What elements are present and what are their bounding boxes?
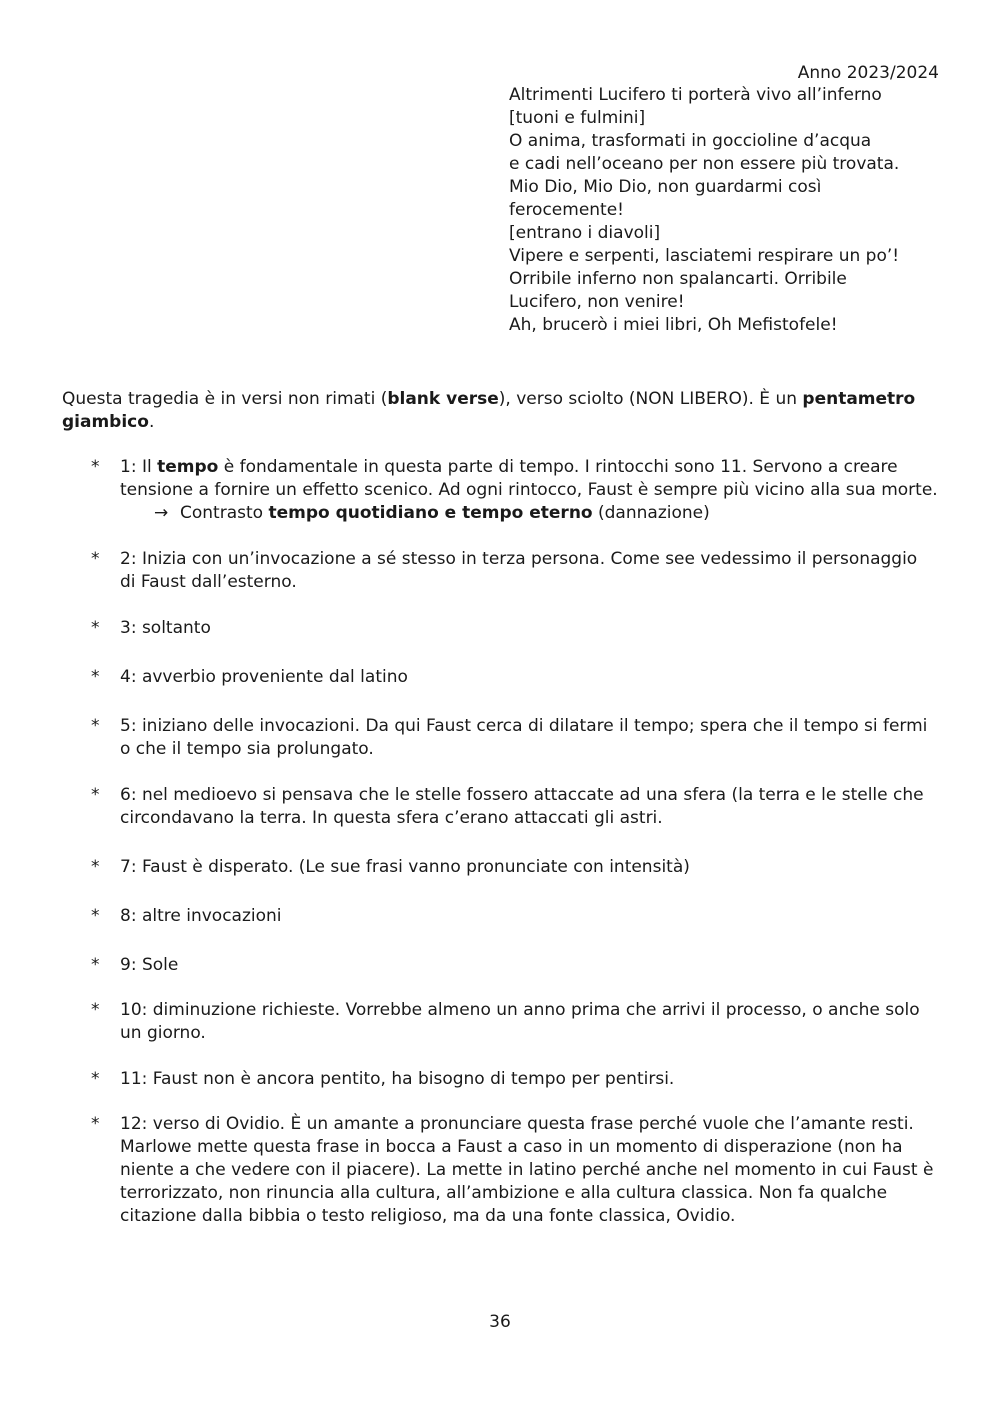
note-text — [120, 456, 938, 502]
bullet-marker: * — [91, 457, 100, 477]
poem-line: Altrimenti Lucifero ti porterà vivo all’inferno — [509, 85, 882, 105]
poem-line: Orribile inferno non spalancarti. Orribile — [509, 269, 847, 289]
bullet-marker: * — [91, 618, 100, 638]
intro-text: ), verso sciolto (NON LIBERO). È un — [498, 389, 803, 409]
bullet-marker: * — [91, 785, 100, 805]
note-text: 4: avverbio proveniente dal latino — [120, 667, 408, 687]
note-item — [62, 715, 938, 761]
poem-line: e cadi nell’oceano per non essere più trovata. — [509, 154, 900, 174]
poem-line: Ah, brucerò i miei libri, Oh Mefistofele! — [509, 315, 838, 335]
poem-line: [tuoni e fulmini] — [509, 108, 646, 128]
note-text: 8: altre invocazioni — [120, 906, 282, 926]
subpoint-text: (dannazione) — [592, 503, 710, 523]
note-text-part: è fondamentale in questa parte di tempo. I rintocchi sono 11. Servono a creare tensione a fornire un effetto scenico. Ad ogni rintocco, Faust è sempre più vicino alla sua morte. — [120, 457, 938, 500]
intro-text: . — [148, 412, 155, 432]
note-item — [62, 1068, 938, 1091]
note-bold-term: tempo — [157, 457, 219, 477]
poem-line: Lucifero, non venire! — [509, 292, 685, 312]
poem-line: Mio Dio, Mio Dio, non guardarmi così — [509, 177, 822, 197]
note-text: 2: Inizia con un’invocazione a sé stesso in terza persona. Come see vedessimo il personaggio di Faust dall’esterno. — [120, 549, 918, 592]
note-text: 9: Sole — [120, 955, 179, 975]
bullet-marker: * — [91, 1000, 100, 1020]
poem-line: O anima, trasformati in goccioline d’acqua — [509, 131, 872, 151]
note-item — [62, 456, 938, 525]
intro-paragraph — [62, 388, 932, 434]
note-item — [62, 954, 938, 977]
note-item — [62, 999, 938, 1045]
bullet-marker: * — [91, 549, 100, 569]
bullet-marker: * — [91, 716, 100, 736]
note-item — [62, 617, 938, 640]
note-item — [62, 1113, 938, 1228]
note-text: 10: diminuzione richieste. Vorrebbe almeno un anno prima che arrivi il processo, o anche solo un giorno. — [120, 1000, 920, 1043]
arrow-icon: → — [154, 503, 169, 523]
note-item — [62, 905, 938, 928]
poem-block — [509, 84, 949, 337]
note-text: 12: verso di Ovidio. È un amante a pronunciare questa frase perché vuole che l’amante resti. Marlowe mette questa frase in bocca a Faust a caso in un momento di disperazione (non ha niente a che vedere con il piacere). La mette in latino perché anche nel momento in cui Faust è terrorizzato, non rinuncia alla cultura, all’ambizione e alla cultura classica. Non fa qualche citazione dalla bibbia o testo religioso, ma da una fonte classica, Ovidio. — [120, 1114, 934, 1226]
intro-text: Questa tragedia è in versi non rimati ( — [62, 389, 388, 409]
page-number: 36 — [489, 1312, 511, 1332]
intro-bold-term: pentametro giambico — [62, 389, 916, 432]
bullet-marker: * — [91, 955, 100, 975]
subpoint-text: Contrasto — [180, 503, 269, 523]
note-subpoint — [154, 502, 938, 525]
note-item — [62, 548, 938, 594]
poem-line: Vipere e serpenti, lasciatemi respirare un po’! — [509, 246, 900, 266]
notes-list — [62, 456, 938, 1228]
bullet-marker: * — [91, 1114, 100, 1134]
note-item — [62, 784, 938, 830]
note-item — [62, 856, 938, 879]
header-year: Anno 2023/2024 — [797, 63, 939, 83]
note-text: 5: iniziano delle invocazioni. Da qui Faust cerca di dilatare il tempo; spera che il tempo si fermi o che il tempo sia prolungato. — [120, 716, 928, 759]
subpoint-bold-term: tempo quotidiano e tempo eterno — [268, 503, 593, 523]
intro-bold-term: blank verse — [387, 389, 499, 409]
bullet-marker: * — [91, 667, 100, 687]
note-item — [62, 666, 938, 689]
bullet-marker: * — [91, 857, 100, 877]
note-text: 7: Faust è disperato. (Le sue frasi vanno pronunciate con intensità) — [120, 857, 690, 877]
bullet-marker: * — [91, 1069, 100, 1089]
bullet-marker: * — [91, 906, 100, 926]
note-text: 6: nel medioevo si pensava che le stelle fossero attaccate ad una sfera (la terra e le stelle che circondavano la terra. In questa sfera c’erano attaccati gli astri. — [120, 785, 924, 828]
poem-line: ferocemente! — [509, 200, 624, 220]
poem-line: [entrano i diavoli] — [509, 223, 661, 243]
note-text: 3: soltanto — [120, 618, 211, 638]
note-text: 11: Faust non è ancora pentito, ha bisogno di tempo per pentirsi. — [120, 1069, 675, 1089]
note-text-part: 1: Il — [120, 457, 158, 477]
